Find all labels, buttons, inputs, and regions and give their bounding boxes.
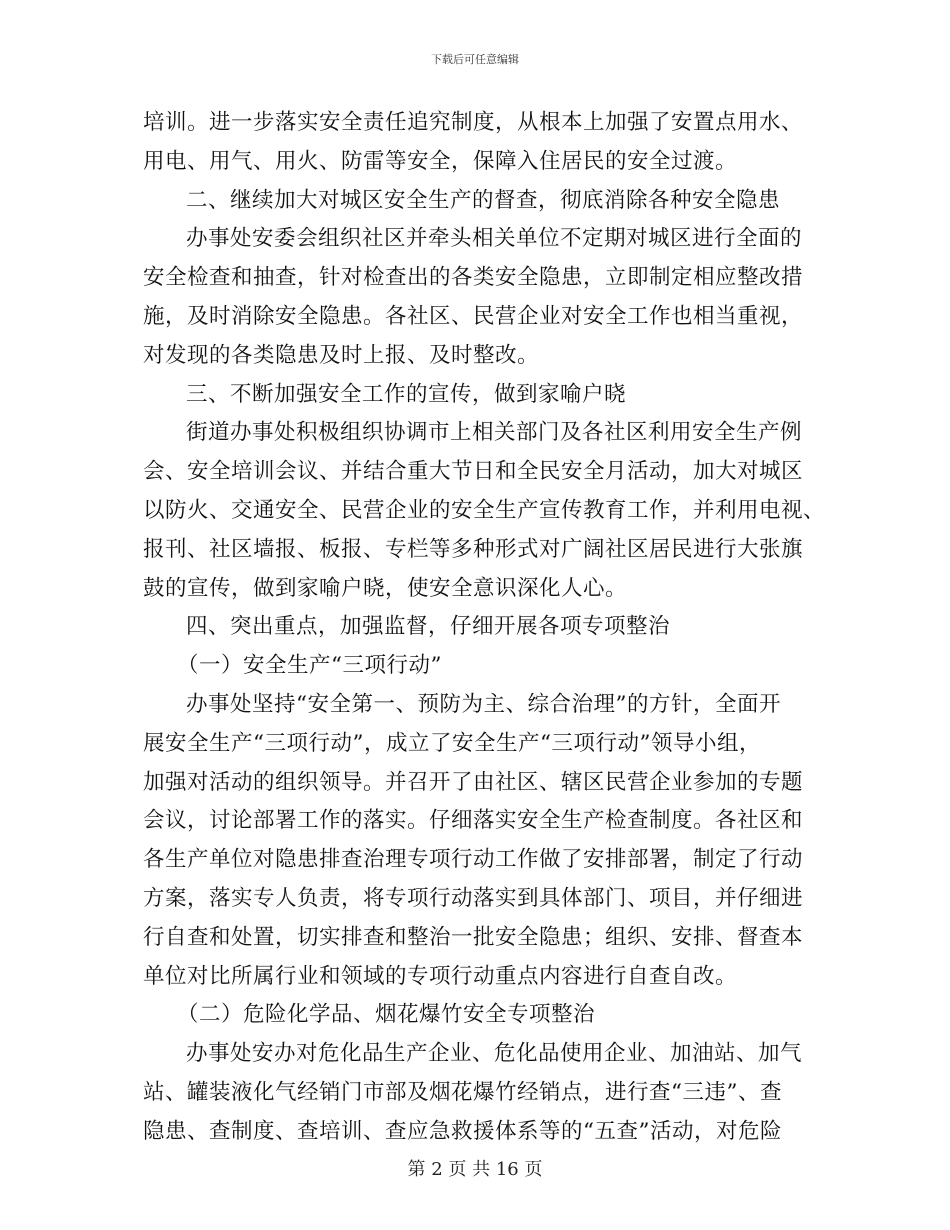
document-body [143, 104, 826, 1152]
text-line: 用电、用气、用火、防雷等安全，保障入住居民的安全过渡。 [143, 148, 738, 174]
section-heading: 三、不断加强安全工作的宣传，做到家喻户晓 [186, 381, 627, 407]
text-line: 隐患、查制度、查培训、查应急救援体系等的“五查”活动，对危险 [143, 1118, 782, 1144]
text-line: 办事处坚持“安全第一、预防为主、综合治理”的方针，全面开 [186, 691, 781, 717]
text-line: 办事处安办对危化品生产企业、危化品使用企业、加油站、加气 [186, 1041, 803, 1067]
text-line: 对发现的各类隐患及时上报、及时整改。 [143, 342, 540, 368]
text-line: 培训。进一步落实安全责任追究制度，从根本上加强了安置点用水、 [143, 110, 804, 135]
text-line: 单位对比所属行业和领域的专项行动重点内容进行自查自改。 [143, 963, 738, 989]
text-line: 鼓的宣传，做到家喻户晓，使安全意识深化人心。 [143, 575, 628, 601]
section-heading: 二、继续加大对城区安全生产的督查，彻底消除各种安全隐患 [186, 187, 781, 213]
text-line: 加强对活动的组织领导。并召开了由社区、辖区民营企业参加的专题 [143, 769, 804, 795]
text-line: 展安全生产“三项行动”，成立了安全生产“三项行动”领导小组， [143, 730, 761, 756]
text-line: 办事处安委会组织社区并牵头相关单位不定期对城区进行全面的 [186, 226, 803, 252]
page-header: 下载后可任意编辑 [431, 53, 519, 66]
text-line: 会议，讨论部署工作的落实。仔细落实安全生产检查制度。各社区和 [143, 808, 804, 834]
text-line: 各生产单位对隐患排查治理专项行动工作做了安排部署，制定了行动 [143, 847, 804, 873]
section-heading: 四、突出重点，加强监督，仔细开展各项专项整治 [186, 614, 671, 640]
text-line: 会、安全培训会议、并结合重大节日和全民安全月活动，加大对城区 [143, 459, 804, 485]
text-line: 方案，落实专人负责，将专项行动落实到具体部门、项目，并仔细进 [143, 885, 804, 911]
text-line: 安全检查和抽查，针对检查出的各类安全隐患，立即制定相应整改措 [143, 265, 804, 291]
subsection-heading: （二）危险化学品、烟花爆竹安全专项整治 [177, 1002, 596, 1028]
text-line: 行自查和处置，切实排查和整治一批安全隐患；组织、安排、督查本 [143, 924, 804, 950]
text-line: 报刊、社区墙报、板报、专栏等多种形式对广阔社区居民进行大张旗 [143, 536, 804, 562]
subsection-heading: （一）安全生产“三项行动” [177, 653, 442, 679]
text-line: 以防火、交通安全、民营企业的安全生产宣传教育工作，并利用电视、 [143, 497, 826, 523]
text-line: 施，及时消除安全隐患。各社区、民营企业对安全工作也相当重视， [143, 303, 804, 329]
text-line: 街道办事处积极组织协调市上相关部门及各社区利用安全生产例 [186, 420, 803, 446]
page-footer: 第 2 页 共 16 页 [407, 1159, 543, 1180]
text-line: 站、罐装液化气经销门市部及烟花爆竹经销点，进行查“三违”、查 [143, 1079, 782, 1105]
